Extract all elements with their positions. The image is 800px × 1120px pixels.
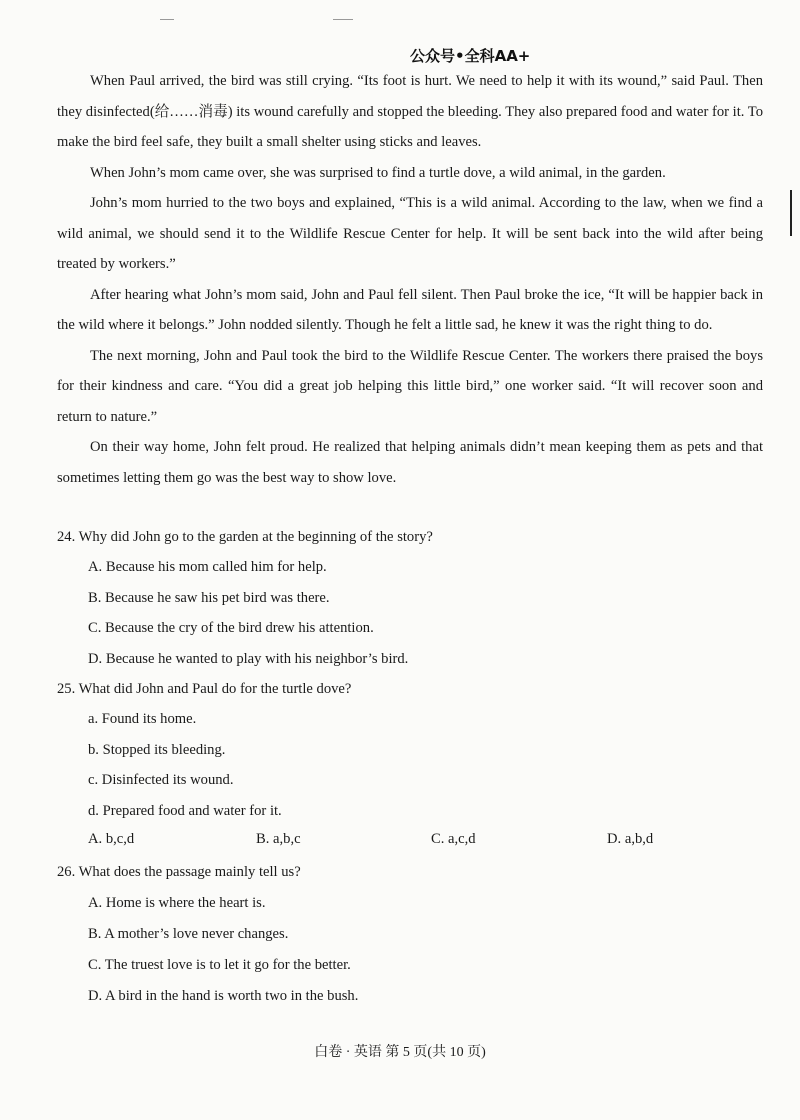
binding-mark bbox=[790, 190, 792, 236]
paragraph: John’s mom hurried to the two boys and explained, “This is a wild animal. According to the law, when we find a wild animal, we should send it to the Wildlife Rescue Center for help. It will be sent back into the wild after being treated by workers.” bbox=[57, 195, 763, 272]
watermark: 公众号•全科AA+ bbox=[410, 47, 531, 65]
q24-option-c: C. Because the cry of the bird drew his attention. bbox=[88, 620, 374, 636]
q25-option-a: A. b,c,d bbox=[88, 831, 135, 847]
q25-item-b: b. Stopped its bleeding. bbox=[88, 742, 226, 758]
q24-option-d: D. Because he wanted to play with his neighbor’s bird. bbox=[88, 651, 409, 667]
paragraph: On their way home, John felt proud. He realized that helping animals didn’t mean keeping them as pets and that sometimes letting them go was the best way to show love. bbox=[57, 439, 763, 486]
question-25-stem: 25. What did John and Paul do for the turtle dove? bbox=[57, 681, 352, 697]
q24-option-b: B. Because he saw his pet bird was there. bbox=[88, 590, 330, 606]
q24-option-a: A. Because his mom called him for help. bbox=[88, 559, 327, 575]
q25-option-d: D. a,b,d bbox=[607, 831, 654, 847]
q25-option-b: B. a,b,c bbox=[256, 831, 301, 847]
q26-option-a: A. Home is where the heart is. bbox=[88, 895, 266, 911]
q26-option-d: D. A bird in the hand is worth two in the bush. bbox=[88, 988, 359, 1004]
top-edge-dash bbox=[160, 19, 174, 20]
paragraph: When John’s mom came over, she was surprised to find a turtle dove, a wild animal, in the garden. bbox=[90, 164, 666, 181]
paragraph: When Paul arrived, the bird was still crying. “Its foot is hurt. We need to help it with its wound,” said Paul. Then they disinfected(给……消毒) its wound carefully and stopped the bleeding. They also prepared food and water for it. To make the bird feel safe, they built a small shelter using sticks and leaves. bbox=[57, 73, 763, 150]
paragraph: The next morning, John and Paul took the bird to the Wildlife Rescue Center. The workers there praised the boys for their kindness and care. “You did a great job helping this little bird,” one worker said. “It will recover soon and return to nature.” bbox=[57, 347, 763, 425]
q25-item-c: c. Disinfected its wound. bbox=[88, 772, 234, 788]
q25-item-a: a. Found its home. bbox=[88, 711, 197, 727]
q26-option-c: C. The truest love is to let it go for the better. bbox=[88, 957, 351, 973]
q25-option-c: C. a,c,d bbox=[431, 831, 476, 847]
paragraph: After hearing what John’s mom said, John and Paul fell silent. Then Paul broke the ice, “It will be happier back in the wild where it belongs.” John nodded silently. Though he felt a little sad, he knew it was the right thing to do. bbox=[57, 286, 763, 333]
question-26-stem: 26. What does the passage mainly tell us? bbox=[57, 864, 301, 880]
reading-passage bbox=[57, 66, 763, 493]
question-24-stem: 24. Why did John go to the garden at the beginning of the story? bbox=[57, 529, 433, 545]
q26-option-b: B. A mother’s love never changes. bbox=[88, 926, 289, 942]
q25-item-d: d. Prepared food and water for it. bbox=[88, 803, 282, 819]
top-edge-dash bbox=[333, 19, 353, 20]
page-footer: 白卷 · 英语 第 5 页(共 10 页) bbox=[314, 1045, 486, 1060]
